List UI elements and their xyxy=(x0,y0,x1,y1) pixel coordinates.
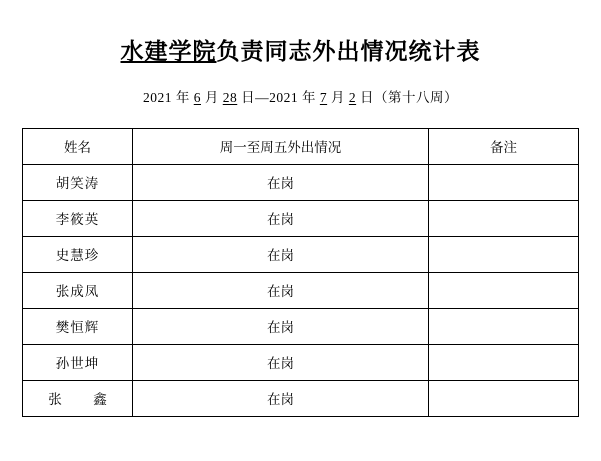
date-seg-9: 2 xyxy=(348,89,357,105)
date-range-line xyxy=(22,66,579,106)
cell-status: 在岗 xyxy=(133,308,429,344)
table-row xyxy=(23,272,579,308)
date-seg-0: 2021 xyxy=(143,89,176,105)
date-seg-10: 日（第十八周） xyxy=(356,89,458,105)
column-header-remark: 备注 xyxy=(429,128,579,164)
cell-status: 在岗 xyxy=(133,344,429,380)
table-row xyxy=(23,200,579,236)
date-seg-6: 年 xyxy=(302,89,320,105)
cell-name: 李筱英 xyxy=(23,200,133,236)
page-title-rest: 负责同志外出情况统计表 xyxy=(216,39,481,64)
cell-status: 在岗 xyxy=(133,272,429,308)
column-header-name: 姓名 xyxy=(23,128,133,164)
table-row xyxy=(23,344,579,380)
table-header-row xyxy=(23,128,579,164)
date-seg-7: 7 xyxy=(319,89,328,105)
cell-remark xyxy=(429,380,579,416)
cell-remark xyxy=(429,272,579,308)
date-seg-8: 月 xyxy=(327,89,349,105)
table-row xyxy=(23,164,579,200)
page-title-unit: 水建学院 xyxy=(120,39,217,64)
table-row xyxy=(23,308,579,344)
cell-remark xyxy=(429,344,579,380)
cell-name: 孙世坤 xyxy=(23,344,133,380)
column-header-status: 周一至周五外出情况 xyxy=(133,128,429,164)
date-seg-3: 月 xyxy=(201,89,223,105)
cell-status: 在岗 xyxy=(133,200,429,236)
page-title xyxy=(22,0,579,66)
cell-name: 史慧珍 xyxy=(23,236,133,272)
cell-status: 在岗 xyxy=(133,380,429,416)
cell-name: 胡笑涛 xyxy=(23,164,133,200)
table-row xyxy=(23,236,579,272)
cell-remark xyxy=(429,236,579,272)
date-seg-5: 日—2021 xyxy=(237,89,302,105)
cell-status: 在岗 xyxy=(133,236,429,272)
cell-remark xyxy=(429,308,579,344)
cell-remark xyxy=(429,164,579,200)
cell-remark xyxy=(429,200,579,236)
table-row xyxy=(23,380,579,416)
date-seg-4: 28 xyxy=(222,89,238,105)
cell-status: 在岗 xyxy=(133,164,429,200)
date-seg-2: 6 xyxy=(193,89,201,105)
attendance-table xyxy=(22,128,579,417)
cell-name: 樊恒辉 xyxy=(23,308,133,344)
date-seg-1: 年 xyxy=(175,89,194,105)
cell-name: 张 鑫 xyxy=(23,380,133,416)
cell-name: 张成凤 xyxy=(23,272,133,308)
